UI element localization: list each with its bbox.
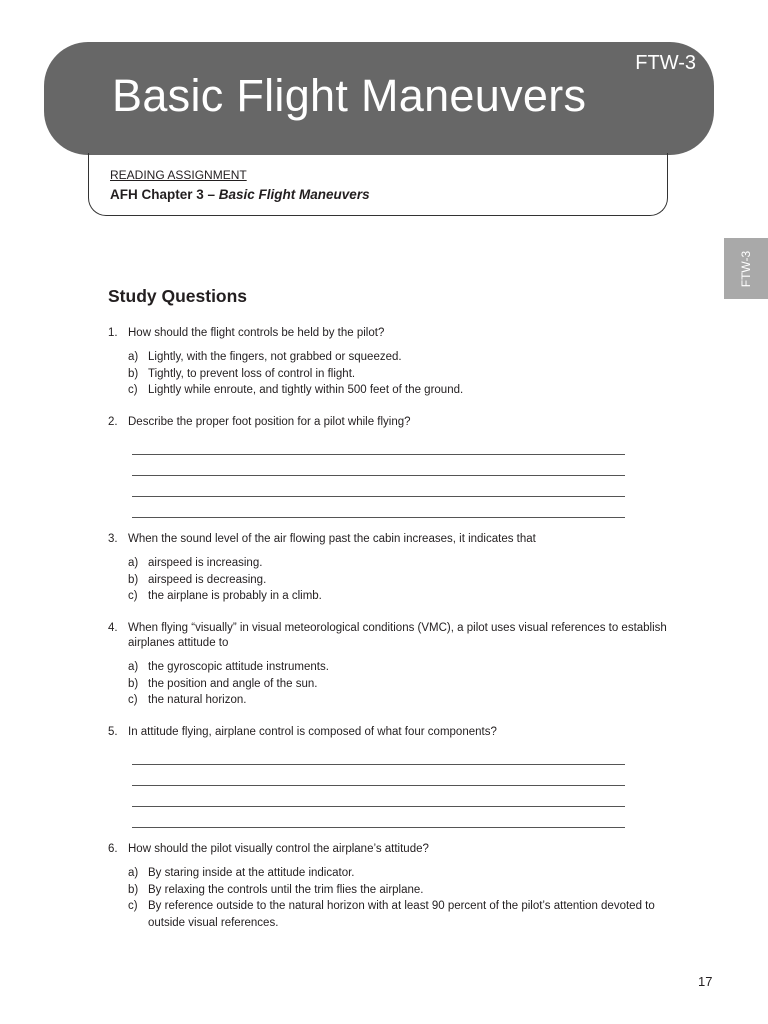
question-6 — [108, 842, 688, 931]
answer-choice — [128, 898, 688, 931]
answer-letter: c) — [128, 590, 138, 602]
answer-text: the airplane is probably in a climb. — [148, 590, 322, 602]
answer-choices — [128, 349, 688, 399]
answer-letter: b) — [128, 677, 139, 690]
answer-text: Tightly, to prevent loss of control in flight. — [148, 367, 356, 380]
question-text: How should the flight controls be held by the pilot? — [128, 327, 385, 339]
answer-choice — [128, 692, 688, 709]
answer-text: Lightly while enroute, and tightly within 500 feet of the ground. — [148, 384, 464, 396]
section-heading: Study Questions — [108, 286, 248, 306]
answer-text: airspeed is decreasing. — [148, 573, 267, 586]
answer-text: By relaxing the controls until the trim flies the airplane. — [148, 883, 424, 896]
answer-choice — [128, 588, 688, 605]
page-number: 17 — [698, 974, 713, 989]
question-text: When the sound level of the air flowing past the cabin increases, it indicates that — [128, 533, 536, 545]
question-text: How should the pilot visually control the airplane’s attitude? — [128, 843, 429, 855]
reading-ref-prefix: AFH Chapter 3 – — [110, 187, 219, 202]
answer-letter: c) — [128, 384, 138, 396]
reading-assignment-reference — [110, 187, 370, 202]
answer-choice — [128, 865, 688, 882]
answer-line[interactable] — [132, 455, 625, 476]
question-1 — [108, 326, 688, 399]
answer-choice — [128, 882, 688, 899]
question-3 — [108, 532, 688, 605]
answer-letter: a) — [128, 557, 139, 569]
answer-letter: a) — [128, 661, 139, 673]
answer-text: By staring inside at the attitude indicator. — [148, 867, 355, 879]
answer-choice — [128, 382, 688, 399]
answer-line[interactable] — [132, 786, 625, 807]
answer-text: the natural horizon. — [148, 694, 247, 706]
answer-choice — [128, 349, 688, 366]
answer-text: Lightly, with the fingers, not grabbed or squeezed. — [148, 351, 402, 363]
answer-choice — [128, 366, 688, 383]
question-4 — [108, 621, 688, 709]
answer-letter: c) — [128, 694, 138, 706]
answer-lines — [132, 434, 683, 518]
reading-assignment-box — [88, 153, 668, 216]
question-number: 2. — [108, 416, 118, 428]
answer-letter: a) — [128, 351, 139, 363]
question-2 — [108, 415, 683, 518]
chapter-tag: FTW-3 — [635, 52, 696, 74]
question-text: Describe the proper foot position for a pilot while flying? — [128, 416, 411, 428]
question-number: 5. — [108, 726, 118, 738]
answer-choices — [128, 659, 688, 709]
answer-text: the position and angle of the sun. — [148, 677, 318, 690]
chapter-header-band — [44, 42, 714, 155]
answer-choice — [128, 555, 688, 572]
reading-ref-title: Basic Flight Maneuvers — [218, 187, 370, 202]
answer-choice — [128, 572, 688, 589]
answer-text: the gyroscopic attitude instruments. — [148, 661, 329, 673]
answer-choices — [128, 865, 688, 931]
question-number: 3. — [108, 533, 118, 545]
answer-letter: b) — [128, 573, 139, 586]
answer-lines — [132, 744, 683, 828]
answer-line[interactable] — [132, 434, 625, 455]
reading-assignment-label: READING ASSIGNMENT — [110, 168, 247, 182]
answer-choice — [128, 659, 688, 676]
answer-text: airspeed is increasing. — [148, 557, 263, 569]
answer-line[interactable] — [132, 744, 625, 765]
side-chapter-tab-label: FTW-3 — [739, 250, 753, 287]
question-number: 1. — [108, 327, 118, 339]
answer-letter: a) — [128, 867, 139, 879]
answer-line[interactable] — [132, 765, 625, 786]
answer-letter: b) — [128, 883, 139, 896]
side-chapter-tab — [724, 238, 768, 299]
answer-choices — [128, 555, 688, 605]
answer-line[interactable] — [132, 497, 625, 518]
answer-letter: b) — [128, 367, 139, 380]
answer-letter: c) — [128, 900, 138, 912]
answer-line[interactable] — [132, 476, 625, 497]
answer-line[interactable] — [132, 807, 625, 828]
question-number: 4. — [108, 622, 118, 634]
chapter-title: Basic Flight Maneuvers — [112, 70, 587, 121]
question-number: 6. — [108, 843, 118, 855]
answer-text: By reference outside to the natural horizon with at least 90 percent of the pilot’s attention devoted to outside visual references. — [148, 900, 655, 929]
question-text: In attitude flying, airplane control is composed of what four components? — [128, 726, 497, 738]
question-text: When flying “visually” in visual meteorological conditions (VMC), a pilot uses visual references to establish airplanes attitude to — [128, 622, 667, 649]
answer-choice — [128, 676, 688, 693]
question-5 — [108, 725, 683, 828]
